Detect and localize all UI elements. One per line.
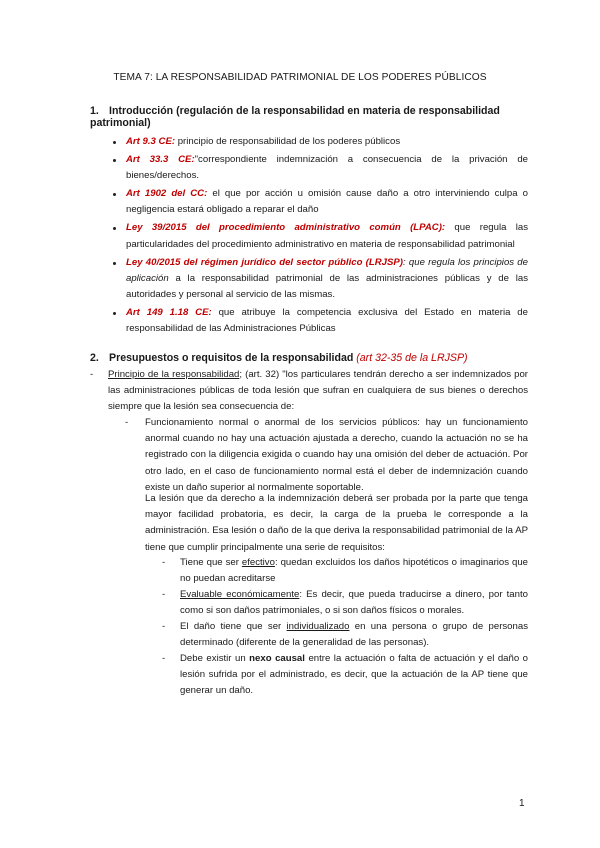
section-1-heading <box>90 105 550 129</box>
reference-text-italic: : que regula los principios de aplicación <box>126 256 528 284</box>
requirement-key: nexo causal <box>249 653 305 664</box>
reference-text: "correspondiente indemnización a consecuencia de la privación de bienes/derechos. <box>126 154 528 182</box>
reference-text: principio de responsabilidad de los poderes públicos <box>175 136 401 147</box>
requirement-pre: Debe existir un <box>180 653 250 664</box>
section-1-heading-text: Introducción (regulación de la responsabilidad en materia de responsabilidad patrimonial) <box>90 105 500 129</box>
list-item <box>126 152 528 184</box>
page-title: TEMA 7: LA RESPONSABILIDAD PATRIMONIAL DE LOS PODERES PÚBLICOS <box>113 72 487 83</box>
principle-text: ; (art. 32) "los particulares tendrán derecho a ser indemnizados por las administraciones públicas de toda lesión que sufran en cualquiera de sus bienes o derechos siempre que la lesión sea consecuencia de: <box>108 369 528 413</box>
requirement-key: individualizado <box>286 621 350 632</box>
principle-paragraph <box>108 367 528 416</box>
dash-bullet: - <box>162 653 166 664</box>
reference-text: que regula las particularidades del procedimiento administrativo en materia de responsabilidad patrimonial <box>126 222 529 250</box>
dash-bullet: - <box>162 621 166 632</box>
legal-references-list <box>126 134 528 339</box>
section-2-heading-ref: (art 32-35 de la LRJSP) <box>356 352 468 364</box>
dash-bullet: - <box>162 557 166 568</box>
requirement-pre: El daño tiene que ser <box>180 621 287 632</box>
list-item <box>126 305 528 337</box>
requirement-item <box>162 587 528 619</box>
requirement-item <box>162 651 529 700</box>
page-number: 1 <box>519 798 525 809</box>
reference-label: Art 149 1.18 CE: <box>126 307 212 319</box>
reference-text: que atribuye la competencia exclusiva del Estado en materia de responsabilidad de las Administraciones Públicas <box>126 307 528 335</box>
section-2-heading <box>90 352 550 364</box>
section-1-number: 1. <box>90 105 99 117</box>
reference-label: Art 1902 del CC: <box>126 188 208 200</box>
requirement-key: efectivo <box>241 557 275 568</box>
funcionamiento-paragraph: Funcionamiento normal o anormal de los servicios públicos: hay un funcionamiento anormal cuando no hay una actuación ajustada a derecho, cuando la actuación no se ha registrado con la diligencia exigida o cuando hay una omisión del deber de actuación. Por otro lado, en el caso de funcionamiento normal está el deber de indemnización cuando existe un daño superior al normalmente soportable. <box>145 417 528 493</box>
dash-bullet: - <box>162 589 166 600</box>
requirement-post: : quedan excluidos los daños hipotéticos o imaginarios que no puedan acreditarse <box>180 557 528 585</box>
reference-text: el que por acción u omisión cause daño a otro interviniendo culpa o negligencia estará obligado a reparar el daño <box>126 188 528 216</box>
section-2-heading-text: Presupuestos o requisitos de la responsabilidad <box>109 352 354 364</box>
requirement-item <box>162 555 528 587</box>
requirement-post: entre la actuación o falta de actuación y el daño o lesión sufrida por el administrado, es decir, que la actuación de la AP tiene que generar un daño. <box>180 653 529 697</box>
requirement-post: en una persona o grupo de personas determinado (diferente de la generalidad de las personas). <box>180 621 528 649</box>
reference-label: Art 33.3 CE: <box>126 154 195 165</box>
list-item <box>126 134 528 150</box>
list-item <box>126 220 528 252</box>
requirement-item <box>162 619 528 651</box>
principle-label: Principio de la responsabilidad <box>108 369 240 380</box>
lesion-paragraph: La lesión que da derecho a la indemnización deberá ser probada por la parte que tenga mayor facilidad probatoria, es decir, la carga de la prueba le corresponde a la administración. Esa lesión o daño de la que deriva la responsabilidad patrimonial de la AP tiene que cumplir principalmente una serie de requisitos: <box>145 493 528 553</box>
list-item <box>126 186 528 218</box>
section-2-number: 2. <box>90 352 99 364</box>
reference-label: Art 9.3 CE: <box>126 136 176 147</box>
reference-label: Ley 40/2015 del régimen jurídico del sector público (LRJSP) <box>126 256 403 268</box>
reference-text: a la responsabilidad patrimonial de las administraciones públicas y de las autoridades y personal al servicio de las mismas. <box>126 272 528 301</box>
requirement-post: : Es decir, que pueda traducirse a dinero, por tanto como si son daños patrimoniales, o si son daños físicos o morales. <box>180 589 528 617</box>
requirement-key: Evaluable económicamente <box>180 589 300 600</box>
reference-label: Ley 39/2015 del procedimiento administrativo común (LPAC): <box>126 222 446 234</box>
requirement-pre: Tiene que ser <box>180 557 242 568</box>
list-item <box>126 255 528 304</box>
dash-bullet: - <box>90 369 94 380</box>
dash-bullet: - <box>125 417 129 428</box>
